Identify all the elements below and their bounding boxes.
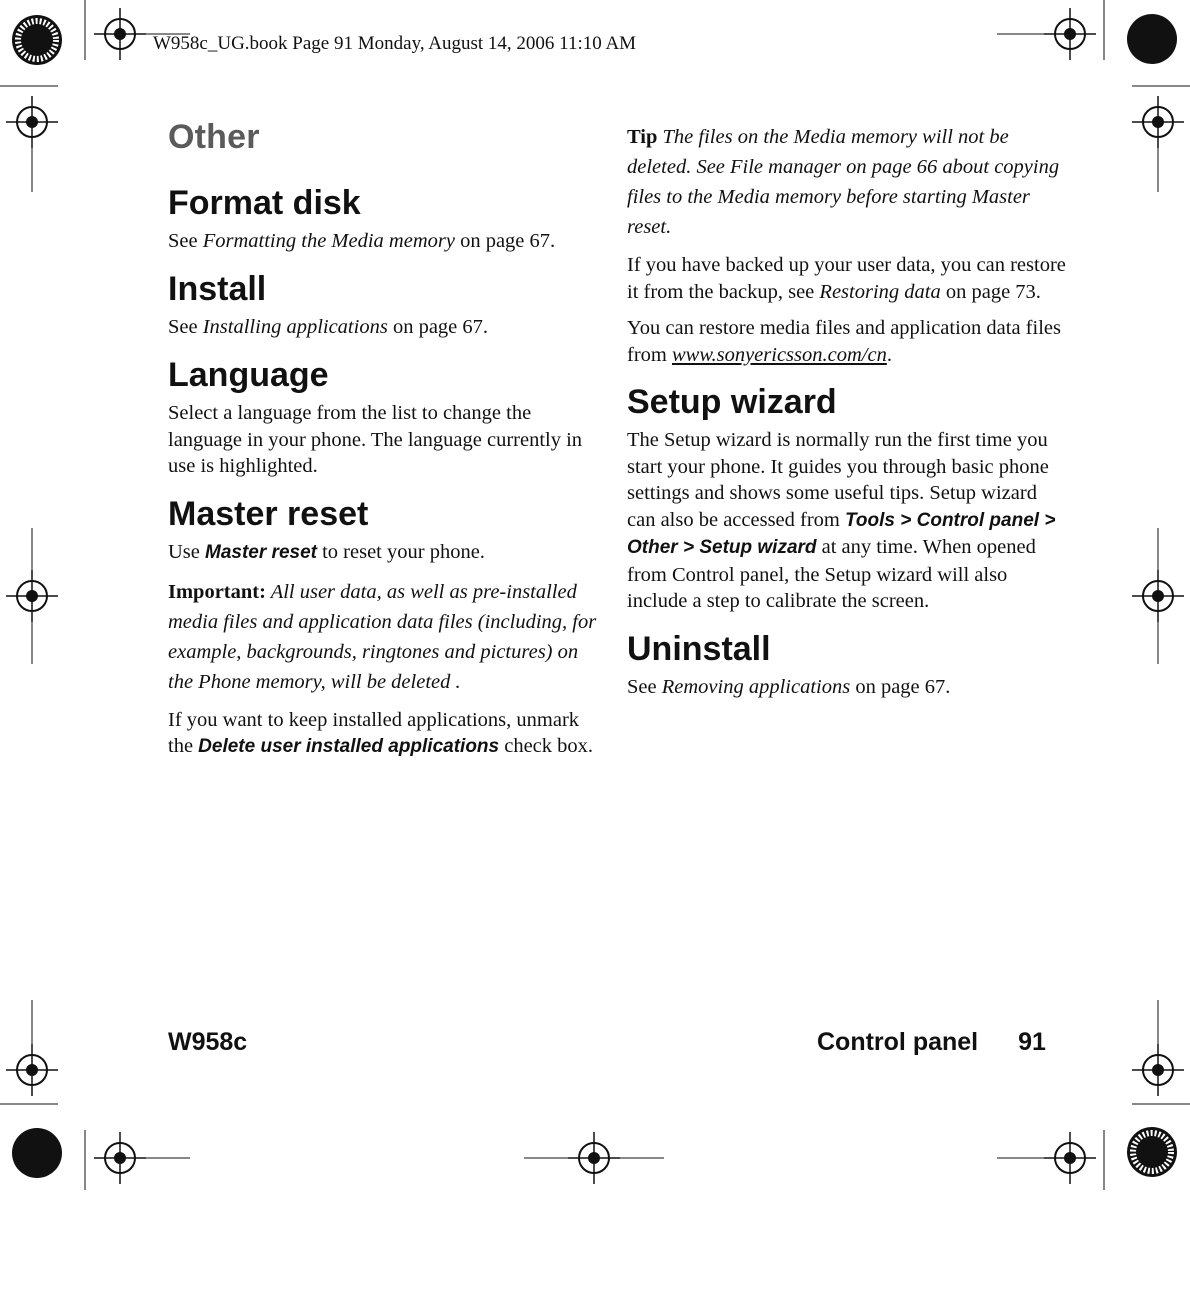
format-disk-section [168, 185, 608, 255]
uninstall-section [627, 631, 1067, 701]
setup-wizard-text [627, 427, 1067, 615]
uninstall-text-a: See [627, 676, 662, 699]
setup-wizard-heading: Setup wizard [627, 383, 837, 421]
install-section [168, 271, 608, 341]
master-reset-heading: Master reset [168, 494, 369, 533]
keep-apps-text [168, 707, 608, 761]
keep-apps-text-a: If you want to keep installed applications, unmark the [168, 708, 580, 758]
crosshair-bottom-right-icon [1044, 1132, 1096, 1184]
master-reset-text-b: to reset your phone. [316, 541, 485, 564]
tip-text: The files on the Media memory will not be deleted. See File manager on page 66 about copying files to the Media memory before starting Master reset. [627, 126, 1060, 238]
master-reset-section [168, 496, 608, 761]
crosshair-left-lower-icon [6, 1044, 58, 1096]
section-title: Other [168, 118, 260, 156]
language-heading: Language [168, 355, 329, 394]
sonyericsson-link[interactable]: www.sonyericsson.com/cn [671, 343, 887, 366]
footer-chapter-page [817, 1028, 1046, 1057]
footer-chapter: Control panel [817, 1028, 979, 1056]
keep-apps-text-b: check box. [499, 735, 594, 758]
setup-wizard-section [627, 384, 1067, 615]
crosshair-bottom-left-icon [94, 1132, 146, 1184]
uninstall-heading: Uninstall [627, 629, 771, 668]
page-number: 91 [1018, 1028, 1046, 1056]
format-disk-text [168, 228, 608, 255]
setup-wizard-menu-path: Tools > Control panel > Other > Setup wizard [627, 509, 1056, 559]
star-mark-bottom-right-icon [1127, 1127, 1177, 1177]
media-restore-text-b: . [886, 343, 892, 366]
important-text: All user data, as well as pre-installed media files and application data files (including, for example, backgrounds, ringtones and pictures) on the Phone memory, will be deleted . [168, 580, 597, 693]
crosshair-top-left-icon [94, 8, 146, 60]
black-dot-top-right-icon [1127, 14, 1177, 64]
crosshair-left-upper-icon [6, 96, 58, 148]
media-restore-text-a: You can restore media files and application data files from [627, 317, 1061, 366]
right-column [627, 122, 1067, 717]
language-section [168, 357, 608, 480]
crosshair-bottom-center-icon [568, 1132, 620, 1184]
star-mark-top-left-icon [12, 15, 62, 65]
crosshair-right-lower-icon [1132, 1044, 1184, 1096]
uninstall-text [627, 674, 1067, 701]
master-reset-text-a: Use [168, 541, 206, 564]
language-text: Select a language from the list to change the language in your phone. The language currently in use is highlighted. [168, 402, 583, 478]
uninstall-reference: Removing applications [661, 676, 851, 699]
tip-note [627, 122, 1067, 242]
install-text-b: on page 67. [387, 316, 489, 339]
format-disk-heading: Format disk [168, 184, 361, 222]
important-label: Important: [168, 580, 266, 603]
setup-wizard-text-b: at any time. When opened from Control panel, the Setup wizard will also include a step to calibrate the screen. [627, 536, 1036, 613]
setup-wizard-text-a: The Setup wizard is normally run the first time you start your phone. It guides you through basic phone settings and shows some useful tips. Setup wizard can also be accessed from [627, 429, 1049, 531]
uninstall-text-b: on page 67. [850, 676, 951, 699]
crosshair-left-middle-icon [6, 570, 58, 622]
format-disk-text-a: See [168, 230, 203, 253]
restore-text-b: on page 73. [940, 280, 1041, 303]
restore-text-a: If you have backed up your user data, you can restore it from the backup, see [627, 254, 1066, 303]
footer-model: W958c [168, 1028, 248, 1056]
restore-reference: Restoring data [819, 280, 941, 303]
left-column [168, 118, 608, 777]
crosshair-right-upper-icon [1132, 96, 1184, 148]
install-text-a: See [168, 316, 203, 339]
format-disk-text-b: on page 67. [454, 230, 556, 253]
install-reference: Installing applications [202, 316, 388, 339]
media-restore-text [627, 315, 1067, 368]
install-heading: Install [168, 269, 267, 308]
install-text [168, 314, 608, 341]
black-dot-bottom-left-icon [12, 1128, 62, 1178]
format-disk-reference: Formatting the Media memory [202, 230, 455, 253]
important-note [168, 577, 608, 697]
restore-text [627, 252, 1067, 305]
master-reset-menu-item: Master reset [205, 542, 317, 564]
master-reset-text [168, 539, 608, 567]
print-header: W958c_UG.book Page 91 Monday, August 14, 2006 11:10 AM [153, 33, 637, 54]
crosshair-top-right-icon [1044, 8, 1096, 60]
delete-user-apps-checkbox-label: Delete user installed applications [198, 736, 500, 758]
crosshair-right-middle-icon [1132, 570, 1184, 622]
tip-label: Tip [627, 126, 658, 148]
